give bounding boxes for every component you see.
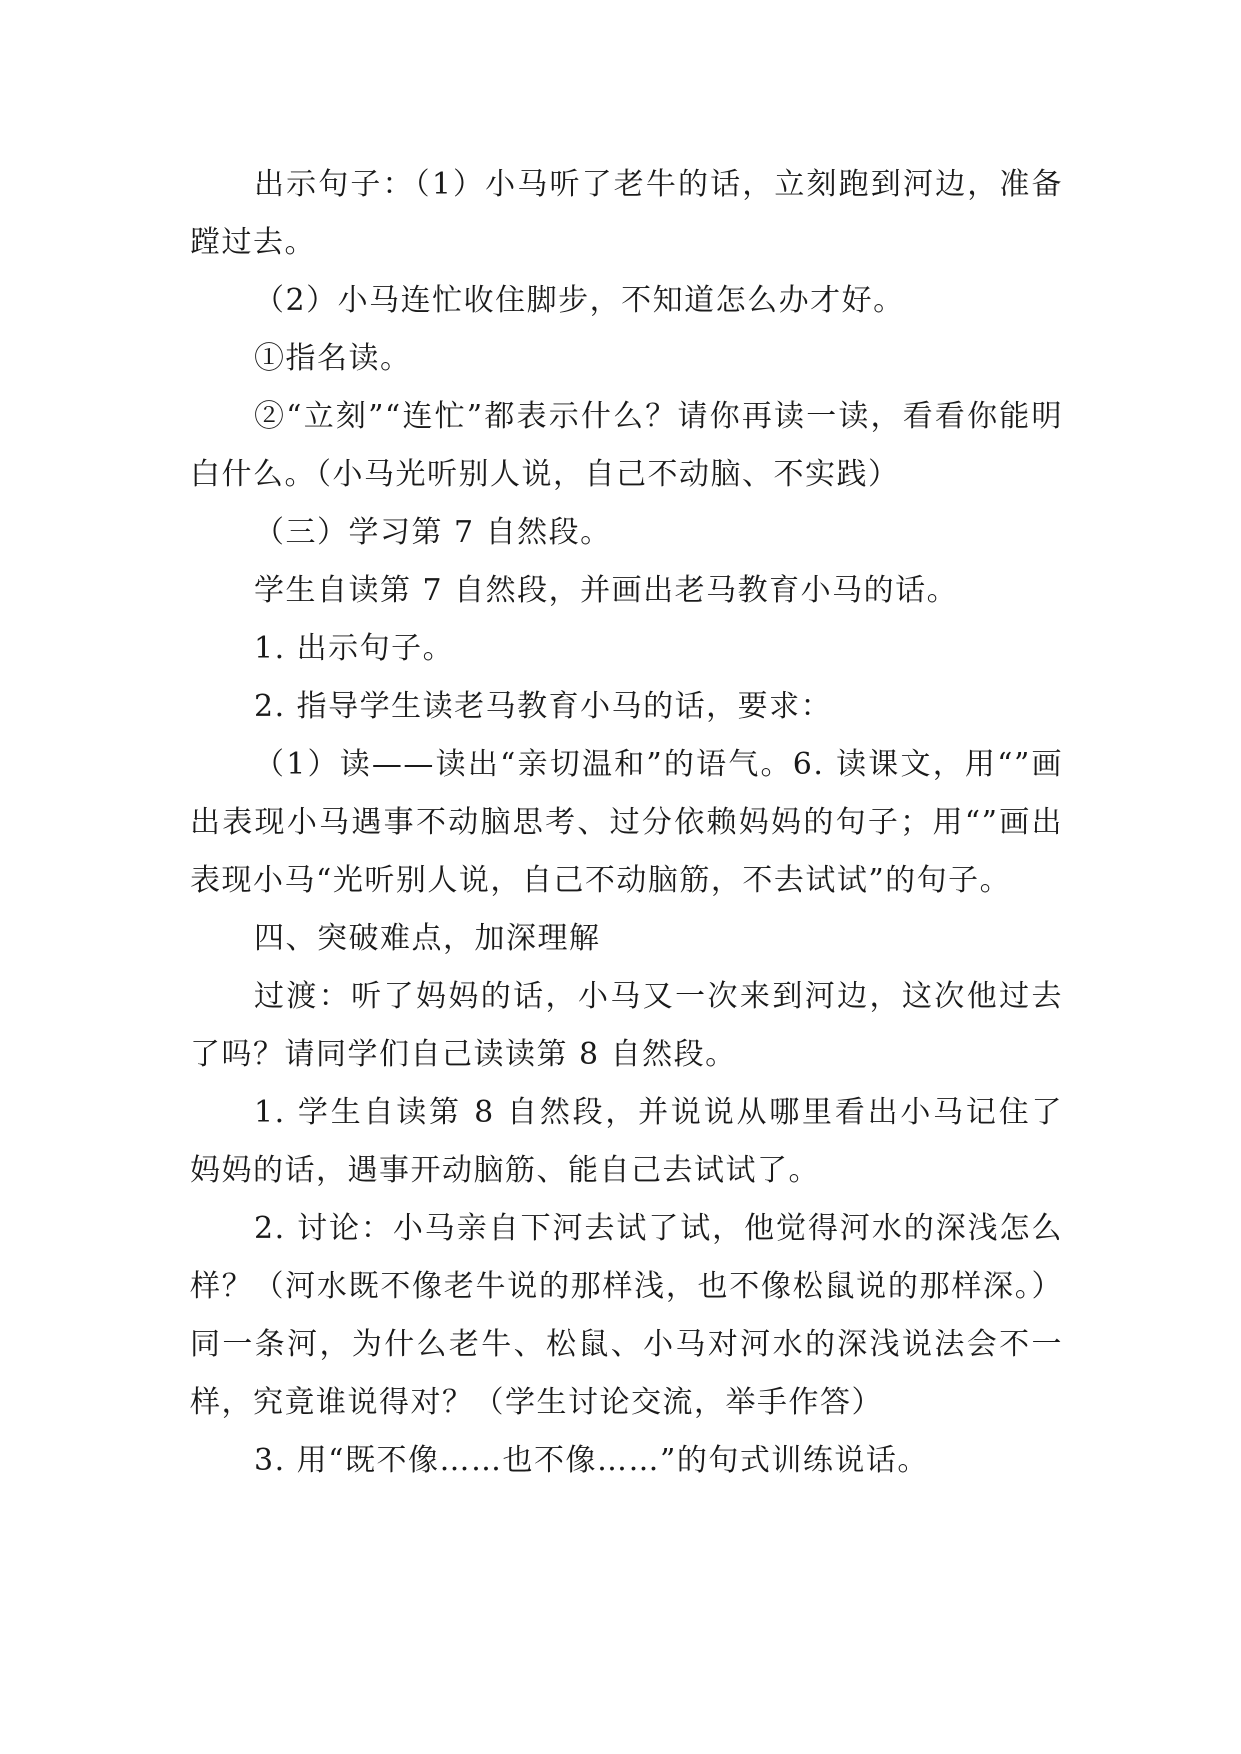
paragraph-transition: 过渡：听了妈妈的话，小马又一次来到河边，这次他过去了吗？请同学们自己读读第 8 自然段。 <box>190 979 1063 1072</box>
paragraph-item-2: 2. 指导学生读老马教育小马的话，要求： <box>254 689 833 724</box>
paragraph-reading-requirement: （1）读——读出“亲切温和”的语气。6. 读课文，用“”画出表现小马遇事不动脑思考、过分依赖妈妈的句子；用“”画出表现小马“光听别人说，自己不动脑筋，不去试试”的句子。 <box>190 747 1063 898</box>
paragraph-discussion: 2. 讨论：小马亲自下河去试了试，他觉得河水的深浅怎么样？（河水既不像老牛说的那样浅，也不像松鼠说的那样深。）同一条河，为什么老牛、松鼠、小马对河水的深浅说法会不一样，究竟谁说得对？（学生讨论交流，举手作答） <box>190 1211 1063 1420</box>
paragraph-self-read-7: 学生自读第 7 自然段，并画出老马教育小马的话。 <box>254 573 959 608</box>
paragraph-speaking-practice: 3. 用“既不像……也不像……”的句式训练说话。 <box>254 1443 929 1478</box>
paragraph-section-3-heading: （三）学习第 7 自然段。 <box>254 515 612 550</box>
paragraph-item-1: 1. 出示句子。 <box>254 631 455 666</box>
paragraph-self-read-8: 1. 学生自读第 8 自然段，并说说从哪里看出小马记住了妈妈的话，遇事开动脑筋、能自己去试试了。 <box>190 1095 1063 1188</box>
paragraph-question-meaning: ②“立刻”“连忙”都表示什么？请你再读一读，看看你能明白什么。（小马光听别人说，自己不动脑、不实践） <box>190 399 1063 492</box>
paragraph-sentence-2: （2）小马连忙收住脚步，不知道怎么办才好。 <box>254 283 905 318</box>
paragraph-show-sentence: 出示句子：（1）小马听了老牛的话，立刻跑到河边，准备蹚过去。 <box>190 167 1063 260</box>
paragraph-section-4-heading: 四、突破难点，加深理解 <box>254 921 601 956</box>
paragraph-read-by-name: ①指名读。 <box>254 341 412 376</box>
